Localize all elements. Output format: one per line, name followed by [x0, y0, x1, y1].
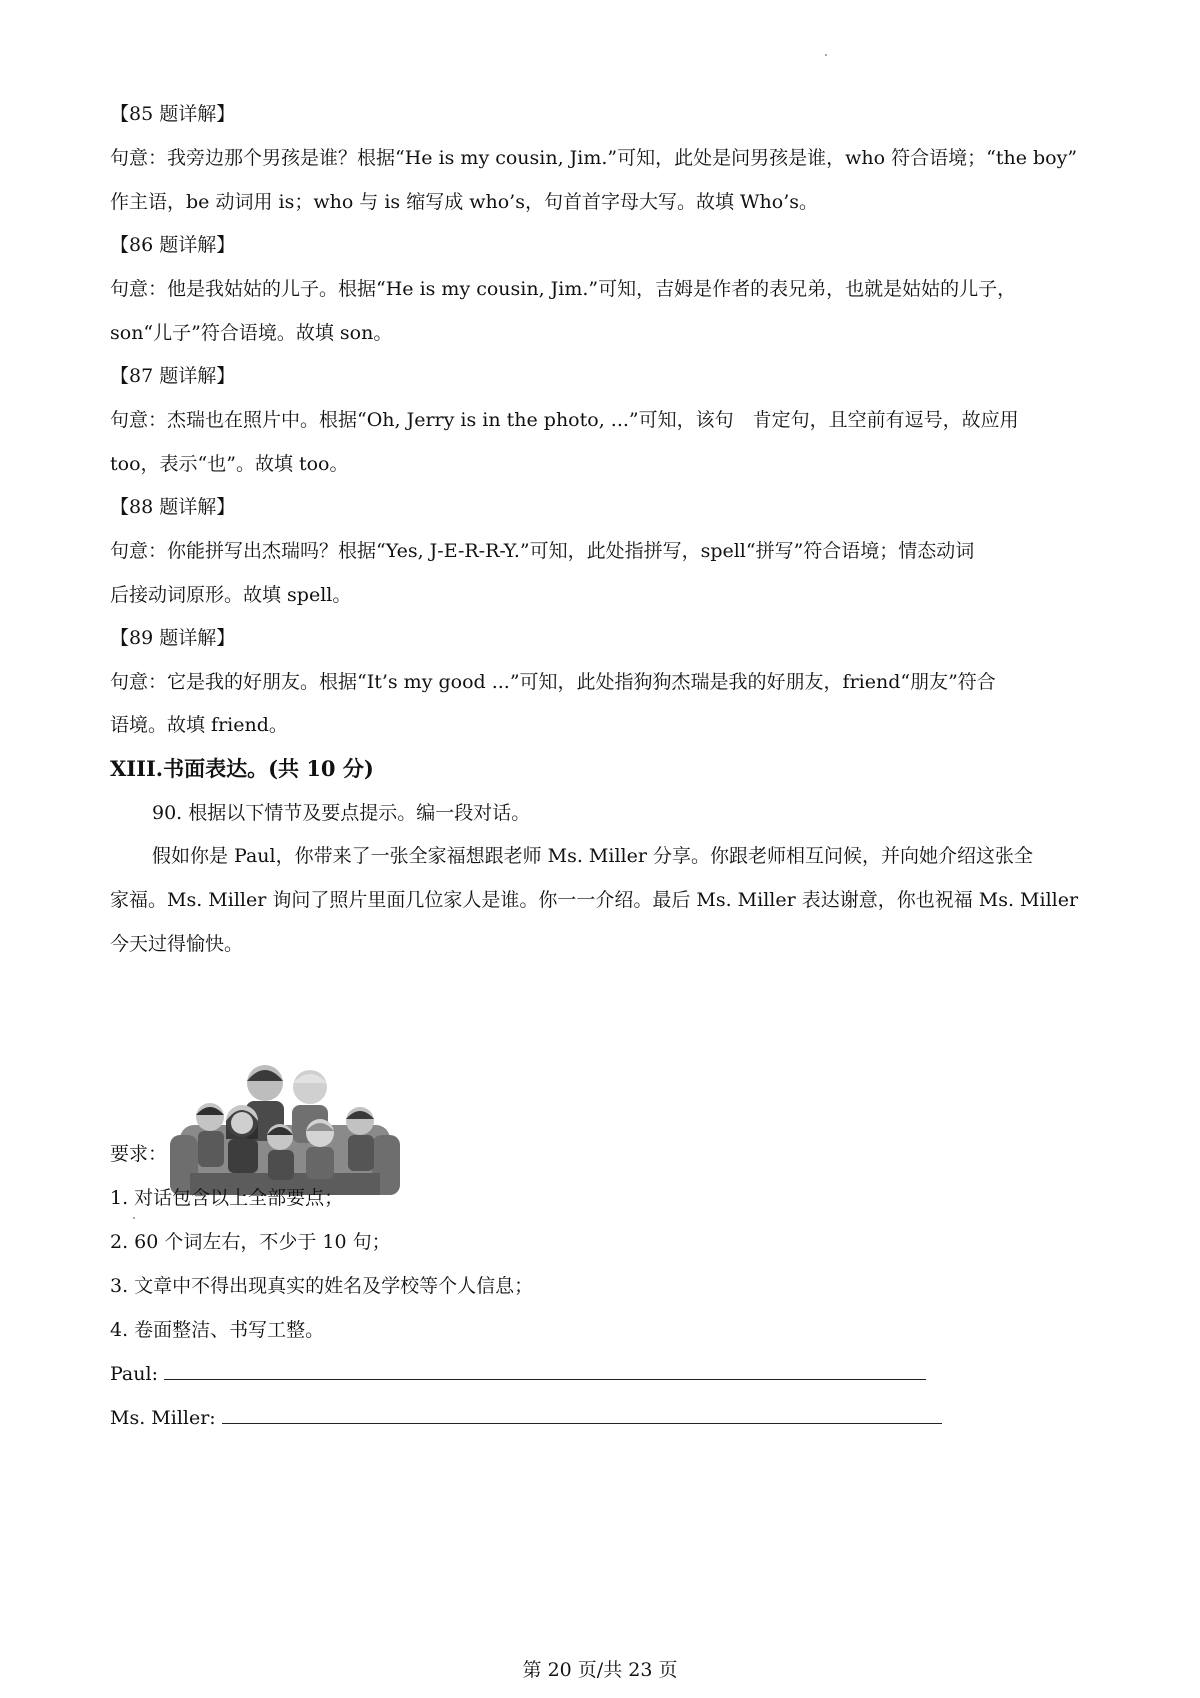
answer-line-paul [110, 1360, 1100, 1388]
section-85-line-2: 作主语，be 动词用 is；who 与 is 缩写成 who’s，句首首字母大写。故填 Who’s。 [110, 191, 819, 213]
section-89-heading: 【89 题详解】 [110, 627, 236, 649]
answer-blank[interactable] [222, 1405, 942, 1424]
family-photo-icon [170, 1055, 400, 1205]
prompt-line-2: 家福。Ms. Miller 询问了照片里面几位家人是谁。你一一介绍。最后 Ms. Miller 表达谢意，你也祝福 Ms. Miller [110, 889, 1079, 911]
section-85-line-1: 句意：我旁边那个男孩是谁？根据“He is my cousin, Jim.”可知，此处是问男孩是谁，who 符合语境；“the boy” [110, 147, 1078, 169]
question-90: 90. 根据以下情节及要点提示。编一段对话。 [152, 802, 531, 824]
requirements-title: 要求： [110, 1143, 168, 1165]
section-88-line-2: 后接动词原形。故填 spell。 [110, 584, 352, 606]
answer-line-ms-miller [110, 1404, 1100, 1432]
speaker-label: Paul: [110, 1363, 158, 1385]
scan-speck [133, 1217, 135, 1219]
requirement-3: 3. 文章中不得出现真实的姓名及学校等个人信息； [110, 1275, 534, 1297]
scan-speck [825, 54, 827, 56]
section-89-line-2: 语境。故填 friend。 [110, 714, 288, 736]
requirement-4: 4. 卷面整洁、书写工整。 [110, 1319, 325, 1341]
requirement-1: 1. 对话包含以上全部要点； [110, 1187, 344, 1209]
part-title: XIII.书面表达。(共 10 分) [110, 756, 374, 781]
page-footer: 第 20 页/共 23 页 [522, 1659, 678, 1681]
section-89-line-1: 句意：它是我的好朋友。根据“It’s my good ...”可知，此处指狗狗杰瑞是我的好朋友，friend“朋友”符合 [110, 671, 996, 693]
section-87-line-1: 句意：杰瑞也在照片中。根据“Oh, Jerry is in the photo, ...”可知，该句 肯定句，且空前有逗号，故应用 [110, 409, 1019, 431]
section-88-line-1: 句意：你能拼写出杰瑞吗？根据“Yes, J-E-R-R-Y.”可知，此处指拼写，spell“拼写”符合语境；情态动词 [110, 540, 975, 562]
prompt-line-3: 今天过得愉快。 [110, 933, 244, 955]
speaker-label: Ms. Miller: [110, 1407, 216, 1429]
section-87-heading: 【87 题详解】 [110, 365, 236, 387]
section-85-heading: 【85 题详解】 [110, 103, 236, 125]
answer-blank[interactable] [164, 1361, 926, 1380]
section-86-line-1: 句意：他是我姑姑的儿子。根据“He is my cousin, Jim.”可知，吉姆是作者的表兄弟，也就是姑姑的儿子， [110, 278, 1017, 300]
section-86-line-2: son“儿子”符合语境。故填 son。 [110, 322, 393, 344]
requirement-2: 2. 60 个词左右，不少于 10 句； [110, 1231, 391, 1253]
section-86-heading: 【86 题详解】 [110, 234, 236, 256]
section-88-heading: 【88 题详解】 [110, 496, 236, 518]
section-87-line-2: too，表示“也”。故填 too。 [110, 453, 349, 475]
prompt-line-1: 假如你是 Paul，你带来了一张全家福想跟老师 Ms. Miller 分享。你跟老师相互问候，并向她介绍这张全 [152, 845, 1033, 867]
